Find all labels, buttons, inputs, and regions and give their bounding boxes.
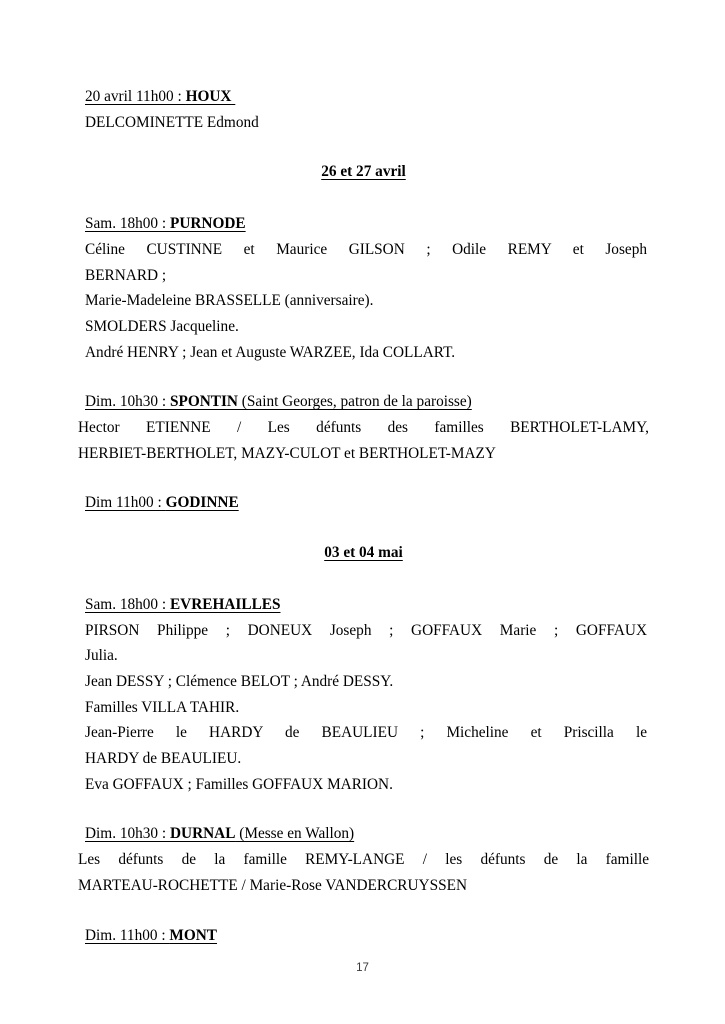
service-locality-name: GODINNE bbox=[165, 494, 239, 512]
service-heading-mont bbox=[78, 923, 649, 949]
service-block-purnode bbox=[78, 211, 649, 365]
service-heading-godinne bbox=[78, 490, 649, 516]
service-heading-houx bbox=[78, 84, 649, 110]
date-heading-03-04-mai: 03 et 04 mai bbox=[324, 544, 403, 562]
service-block-spontin bbox=[78, 389, 649, 466]
intention-line: Julia. bbox=[85, 647, 118, 665]
service-block-mont bbox=[78, 923, 649, 949]
service-heading-purnode bbox=[78, 211, 649, 237]
spacer bbox=[78, 899, 649, 923]
date-heading-26-27-avril: 26 et 27 avril bbox=[321, 163, 406, 181]
intention-line: HARDY de BEAULIEU. bbox=[85, 750, 242, 768]
intention-line: Les défunts de la famille REMY-LANGE / les défunts de la famille bbox=[78, 851, 649, 869]
service-heading-prefix: 20 avril 11h00 : bbox=[85, 88, 186, 105]
intention-line: MARTEAU-ROCHETTE / Marie-Rose VANDERCRUYSSEN bbox=[78, 876, 468, 894]
service-locality-name: MONT bbox=[169, 926, 218, 944]
spacer bbox=[78, 466, 649, 490]
service-block-durnal bbox=[78, 821, 649, 898]
page-number-footer: 17 bbox=[356, 962, 369, 974]
service-heading-prefix: Dim. 10h30 : bbox=[85, 825, 170, 843]
intention-line: André HENRY ; Jean et Auguste WARZEE, Ida COLLART. bbox=[85, 343, 456, 361]
service-heading-prefix: Dim. 11h00 : bbox=[85, 926, 170, 944]
service-heading-prefix: Dim 11h00 : bbox=[85, 494, 166, 512]
service-heading-evrehailles bbox=[78, 592, 649, 618]
service-heading-prefix: Dim. 10h30 : bbox=[85, 393, 170, 411]
spacer bbox=[78, 566, 649, 592]
service-heading-spontin bbox=[78, 389, 649, 415]
spacer bbox=[78, 185, 649, 211]
spacer bbox=[78, 365, 649, 389]
service-heading-suffix bbox=[231, 88, 235, 105]
intention-line: Familles VILLA TAHIR. bbox=[85, 698, 240, 716]
intention-line: Jean DESSY ; Clémence BELOT ; André DESSY. bbox=[85, 672, 394, 690]
service-heading-suffix: (Saint Georges, patron de la paroisse) bbox=[237, 393, 472, 411]
spacer bbox=[78, 797, 649, 821]
service-block-houx bbox=[78, 84, 649, 135]
intention-line: DELCOMINETTE Edmond bbox=[85, 113, 259, 131]
service-block-godinne bbox=[78, 490, 649, 516]
intention-line: Marie-Madeleine BRASSELLE (anniversaire). bbox=[85, 292, 374, 310]
spacer bbox=[78, 516, 649, 540]
intention-line: HERBIET-BERTHOLET, MAZY-CULOT et BERTHOLET-MAZY bbox=[78, 444, 496, 462]
intention-line: Eva GOFFAUX ; Familles GOFFAUX MARION. bbox=[85, 775, 393, 793]
intention-line: PIRSON Philippe ; DONEUX Joseph ; GOFFAUX Marie ; GOFFAUX bbox=[85, 621, 647, 639]
intention-line: BERNARD ; bbox=[85, 266, 167, 284]
document-body bbox=[78, 84, 649, 948]
intention-line: Céline CUSTINNE et Maurice GILSON ; Odile REMY et Joseph bbox=[85, 240, 647, 258]
service-locality-name: EVREHAILLES bbox=[169, 595, 281, 613]
service-heading-prefix: Sam. 18h00 : bbox=[85, 595, 170, 613]
service-locality-name: DURNAL bbox=[169, 825, 236, 843]
intention-line: Hector ETIENNE / Les défunts des familles BERTHOLET-LAMY, bbox=[78, 419, 649, 437]
intention-line: Jean-Pierre le HARDY de BEAULIEU ; Micheline et Priscilla le bbox=[85, 724, 647, 742]
service-locality-name: HOUX bbox=[185, 88, 232, 105]
service-heading-durnal bbox=[78, 821, 649, 847]
spacer bbox=[78, 135, 649, 159]
service-locality-name: PURNODE bbox=[169, 215, 246, 233]
service-heading-suffix: (Messe en Wallon) bbox=[235, 825, 355, 843]
service-heading-prefix: Sam. 18h00 : bbox=[85, 215, 170, 233]
intention-line: SMOLDERS Jacqueline. bbox=[85, 317, 239, 335]
service-locality-name: SPONTIN bbox=[169, 393, 238, 411]
service-block-evrehailles bbox=[78, 592, 649, 798]
